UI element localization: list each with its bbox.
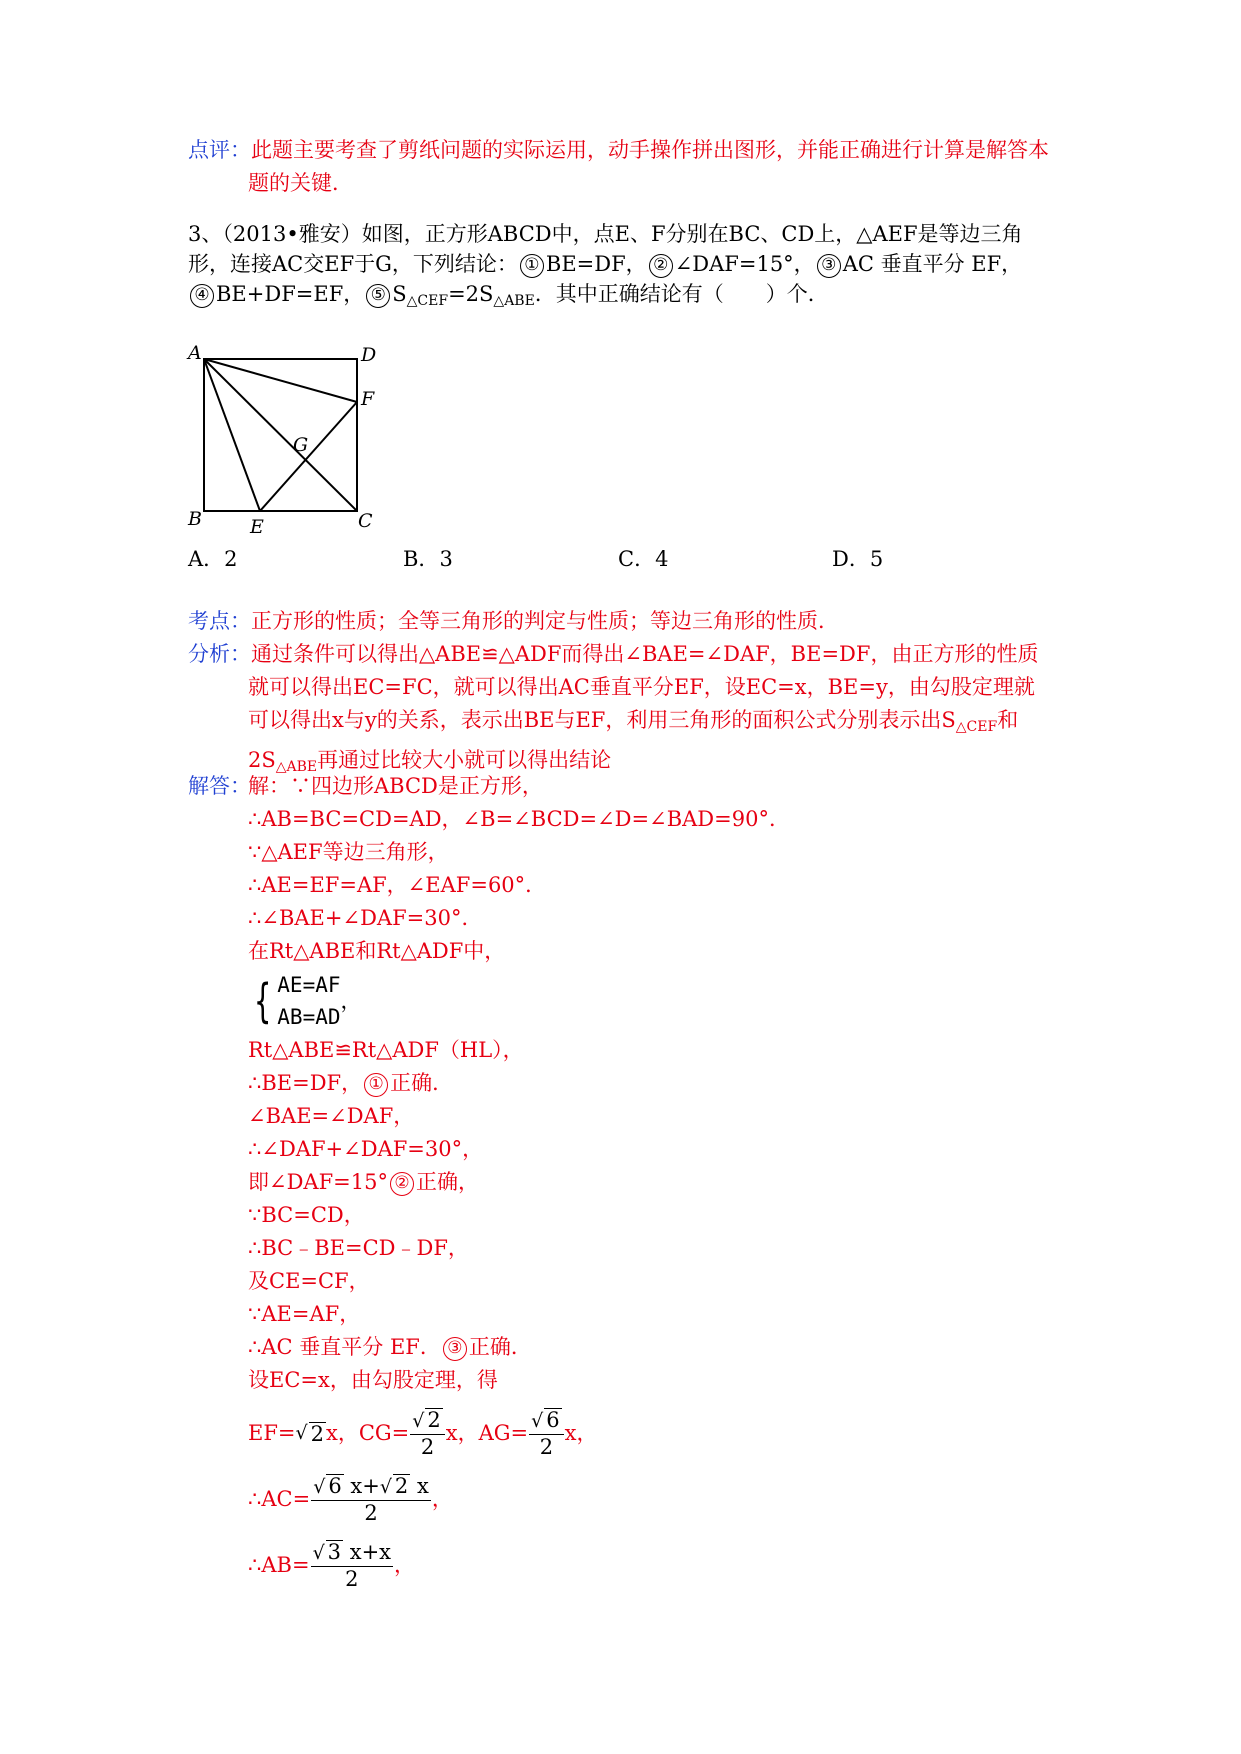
label-a: A xyxy=(188,342,202,364)
step-7: ∴BE=DF， ① 正确． xyxy=(248,1071,454,1095)
step-6: Rt△ABE≌Rt△ADF（HL）， xyxy=(248,1038,524,1062)
step-1: ∴AB=BC=CD=AD，∠B=∠BCD=∠D=∠BAD=90°． xyxy=(248,807,790,831)
question-line1: 如图，正方形ABCD中，点E、F分别在BC、CD上，△AEF是等边三角 xyxy=(361,222,1023,246)
question-tail: ．其中正确结论有（ ）个． xyxy=(534,282,829,306)
option-a[interactable]: A．2 xyxy=(188,547,238,571)
geometry-figure xyxy=(0,0,1241,560)
kaodian-block xyxy=(188,605,1052,638)
conclusion-4: BE+DF=EF， xyxy=(216,282,365,306)
fenxi-text: 通过条件可以得出△ABE≌△ADF而得出∠BAE=∠DAF，BE=DF，由正方形的性质就可以得出EC=FC，就可以得出AC垂直平分EF，设EC=x，BE=y，由勾股定理就可以得出x与y的关系，表示出BE与EF，利用三角形的面积公式分别表示出$S_{\triangle CEF}$和$2S_{\triangle ABE}$再通过比较大小就可以得出结论 xyxy=(248,642,1039,775)
jieda-label: 解答： xyxy=(188,774,251,798)
label-f: F xyxy=(361,388,375,410)
formula-ac: ∴AC= $\frac{√ 6 x+√ 2 x}{2}$ ， xyxy=(248,1474,453,1525)
question-source: （2013•雅安） xyxy=(222,222,362,246)
conclusion-1-marker: ① xyxy=(520,254,544,278)
step-11: ∵BC=CD， xyxy=(248,1203,365,1227)
conclusion-1: BE=DF， xyxy=(545,252,647,276)
step-2: ∵△AEF等边三角形， xyxy=(248,840,449,864)
label-b: B xyxy=(188,508,202,530)
step-5: 在Rt△ABE和Rt△ADF中， xyxy=(248,939,506,963)
step-16: 设EC=x，由勾股定理，得 xyxy=(248,1368,498,1392)
fenxi-label: 分析： xyxy=(188,642,251,666)
step-9: ∴∠DAF+∠DAF=30°， xyxy=(248,1137,484,1161)
question-line2: 形，连接AC交EF于G，下列结论： xyxy=(188,252,518,276)
step-14: ∵AE=AF， xyxy=(248,1302,361,1326)
step-8: ∠BAE=∠DAF， xyxy=(248,1104,415,1128)
step-4: ∴∠BAE+∠DAF=30°． xyxy=(248,906,483,930)
comment-label: 点评： xyxy=(188,138,251,162)
conclusion-4-marker: ④ xyxy=(190,284,214,308)
formula-ef-cg-ag: EF= √ 2 x，CG= $\frac{√ 2}{2}$ x，AG= $\frac{√ 6}{2}$ x， xyxy=(248,1408,598,1459)
solution-steps xyxy=(248,770,790,1597)
system-eq-1: AE=AF xyxy=(277,973,341,997)
label-e: E xyxy=(250,516,264,538)
label-d: D xyxy=(361,344,377,366)
segment-ae xyxy=(204,359,260,511)
kaodian-text: 正方形的性质；全等三角形的判定与性质；等边三角形的性质． xyxy=(251,609,839,633)
label-c: C xyxy=(358,510,373,532)
step-0: 解：∵四边形ABCD是正方形， xyxy=(248,774,543,798)
kaodian-label: 考点： xyxy=(188,609,251,633)
conclusion-2-marker: ② xyxy=(649,254,673,278)
step-15: ∴AC 垂直平分 EF． ③ 正确． xyxy=(248,1335,532,1359)
label-g: G xyxy=(293,434,309,456)
step-12: ∴BC﹣BE=CD﹣DF， xyxy=(248,1236,469,1260)
fenxi-block xyxy=(188,638,1052,784)
step-10: 即∠DAF=15° ② 正确， xyxy=(248,1170,479,1194)
step-3: ∴AE=EF=AF，∠EAF=60°． xyxy=(248,873,547,897)
conclusion-5: $S_{\triangle CEF}=2S_{\triangle ABE}$ xyxy=(392,282,535,309)
option-b[interactable]: B．3 xyxy=(403,547,453,571)
conclusion-3: AC 垂直平分 EF， xyxy=(842,252,1023,276)
comment-text: 此题主要考查了剪纸问题的实际运用，动手操作拼出图形，并能正确进行计算是解答本题的关键． xyxy=(248,138,1049,195)
step-13: 及CE=CF， xyxy=(248,1269,370,1293)
conclusion-3-marker: ③ xyxy=(817,254,841,278)
segment-ef xyxy=(260,402,357,511)
conclusion-5-marker: ⑤ xyxy=(366,284,390,308)
equation-system: { AE=AF AB=AD ， xyxy=(248,968,790,1034)
system-eq-2: AB=AD xyxy=(277,1005,341,1029)
conclusion-2: ∠DAF=15°， xyxy=(674,252,815,276)
formula-ab: ∴AB= $\frac{√ 3 x+x}{2}$ ， xyxy=(248,1540,416,1591)
option-c[interactable]: C．4 xyxy=(618,547,669,571)
question-number: 3、 xyxy=(188,222,223,246)
option-d[interactable]: D．5 xyxy=(832,547,884,571)
